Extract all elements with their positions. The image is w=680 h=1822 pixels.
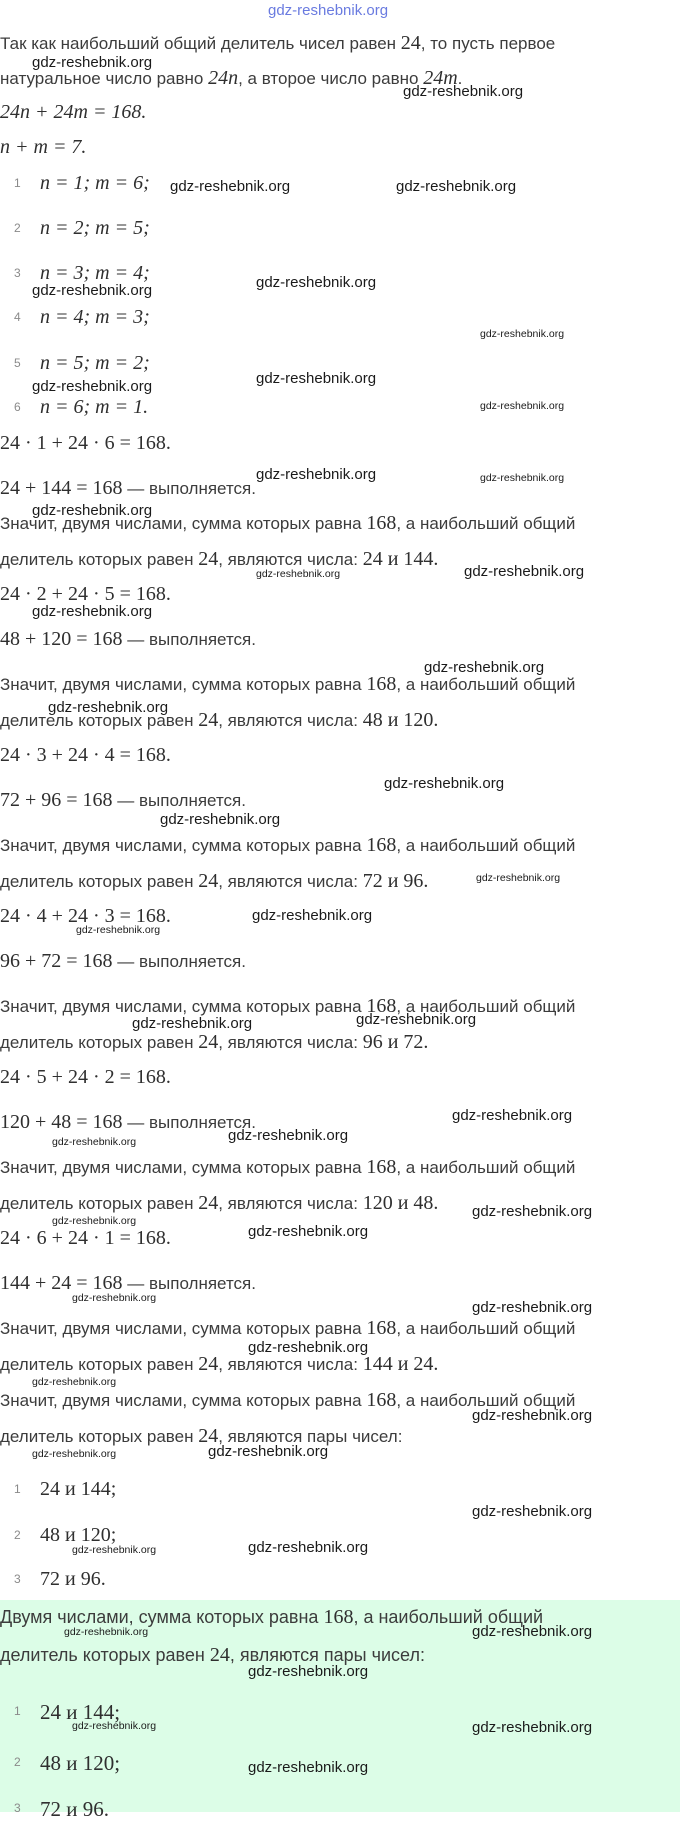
- check-conclusion-1: Значит, двумя числами, сумма которых равна 168, а наибольший общий: [0, 834, 576, 856]
- check-sum: 144 + 24 = 168 — выполняется.: [0, 1272, 256, 1294]
- watermark: gdz-reshebnik.org: [256, 568, 341, 580]
- check-sum: 48 + 120 = 168 — выполняется.: [0, 628, 256, 650]
- watermark: gdz-reshebnik.org: [480, 328, 565, 340]
- watermark: gdz-reshebnik.org: [64, 1626, 149, 1638]
- watermark: gdz-reshebnik.org: [160, 811, 281, 828]
- watermark: gdz-reshebnik.org: [248, 1663, 369, 1680]
- check-conclusion-1: Значит, двумя числами, сумма которых равна 168, а наибольший общий: [0, 1156, 576, 1178]
- watermark: gdz-reshebnik.org: [248, 1339, 369, 1356]
- watermark: gdz-reshebnik.org: [228, 1127, 349, 1144]
- watermark: gdz-reshebnik.org: [32, 378, 153, 395]
- watermark: gdz-reshebnik.org: [424, 659, 545, 676]
- watermark: gdz-reshebnik.org: [256, 274, 377, 291]
- check-conclusion-2: делитель которых равен 24, являются числа: 72 и 96.: [0, 870, 429, 892]
- check-conclusion-2: делитель которых равен 24, являются числа: 24 и 144.: [0, 548, 439, 570]
- check-conclusion-1: Значит, двумя числами, сумма которых равна 168, а наибольший общий: [0, 512, 576, 534]
- check-conclusion-1: Значит, двумя числами, сумма которых равна 168, а наибольший общий: [0, 995, 576, 1017]
- answer-line-1: Двумя числами, сумма которых равна 168, а наибольший общий: [0, 1606, 544, 1628]
- check-conclusion-2: делитель которых равен 24, являются числа: 120 и 48.: [0, 1192, 439, 1214]
- watermark: gdz-reshebnik.org: [464, 563, 585, 580]
- site-watermark-header: gdz-reshebnik.org: [268, 2, 389, 19]
- watermark: gdz-reshebnik.org: [472, 1503, 593, 1520]
- watermark: gdz-reshebnik.org: [72, 1720, 157, 1732]
- check-conclusion-1: Значит, двумя числами, сумма которых равна 168, а наибольший общий: [0, 1317, 576, 1339]
- watermark: gdz-reshebnik.org: [472, 1623, 593, 1640]
- equation-sum: 24n + 24m = 168.: [0, 101, 147, 123]
- check-sum: 96 + 72 = 168 — выполняется.: [0, 950, 246, 972]
- watermark: gdz-reshebnik.org: [256, 466, 377, 483]
- watermark: gdz-reshebnik.org: [256, 370, 377, 387]
- watermark: gdz-reshebnik.org: [32, 1376, 117, 1388]
- answer-line-2: делитель которых равен 24, являются пары чисел:: [0, 1644, 425, 1666]
- intro-line-1: Так как наибольший общий делитель чисел равен 24, то пусть первое: [0, 32, 556, 54]
- watermark: gdz-reshebnik.org: [248, 1539, 369, 1556]
- watermark: gdz-reshebnik.org: [32, 282, 153, 299]
- watermark: gdz-reshebnik.org: [132, 1015, 253, 1032]
- watermark: gdz-reshebnik.org: [32, 603, 153, 620]
- check-product: 24 · 2 + 24 · 5 = 168.: [0, 583, 171, 605]
- check-conclusion-1: Значит, двумя числами, сумма которых равна 168, а наибольший общий: [0, 673, 576, 695]
- watermark: gdz-reshebnik.org: [248, 1759, 369, 1776]
- watermark: gdz-reshebnik.org: [384, 775, 505, 792]
- watermark: gdz-reshebnik.org: [476, 872, 561, 884]
- watermark: gdz-reshebnik.org: [52, 1136, 137, 1148]
- watermark: gdz-reshebnik.org: [48, 699, 169, 716]
- check-product: 24 · 1 + 24 · 6 = 168.: [0, 432, 171, 454]
- check-sum: 120 + 48 = 168 — выполняется.: [0, 1111, 256, 1133]
- watermark: gdz-reshebnik.org: [356, 1011, 477, 1028]
- watermark: gdz-reshebnik.org: [472, 1203, 593, 1220]
- watermark: gdz-reshebnik.org: [72, 1544, 157, 1556]
- watermark: gdz-reshebnik.org: [403, 83, 524, 100]
- check-product: 24 · 4 + 24 · 3 = 168.: [0, 905, 171, 927]
- conclusion-line-2: делитель которых равен 24, являются пары чисел:: [0, 1425, 403, 1447]
- watermark: gdz-reshebnik.org: [472, 1719, 593, 1736]
- equation-simplified: n + m = 7.: [0, 136, 87, 158]
- check-product: 24 · 3 + 24 · 4 = 168.: [0, 744, 171, 766]
- check-conclusion-2: делитель которых равен 24, являются числа: 144 и 24.: [0, 1353, 439, 1375]
- watermark: gdz-reshebnik.org: [248, 1223, 369, 1240]
- check-product: 24 · 5 + 24 · 2 = 168.: [0, 1066, 171, 1088]
- intro-line-2: натуральное число равно 24n, а второе число равно 24m.: [0, 67, 463, 89]
- watermark: gdz-reshebnik.org: [32, 54, 153, 71]
- watermark: gdz-reshebnik.org: [252, 907, 373, 924]
- solution-page: gdz-reshebnik.org Так как наибольший общий делитель чисел равен 24, то пусть первое натуральное число равно 24n, а второе число равно 24m. 24n + 24m = 168. n + m = 7. 1 n = 1; m = 6; 2 n = 2; m = 5; 3 n = 3; m = 4; 4 n = 4; m = 3; 5 n = 5; m = 2; 6 n = 6; m = 1. 24 · 1 + 24 · 6 = 168. 24 + 144 = 168 — выполняется. Значит, двумя числами, сумма которых равна 168, а наибольший общий делитель которых равен 24, являются числа: 24 и 144. 24 · 2 + 24 · 5 = 168. 48 + 120 = 168 — выполняется. Значит, двумя числами, сумма которых равна 168, а наибольший общий делитель которых равен 24, являются числа: 48 и 120. 24 · 3 + 24 · 4 = 168. 72 + 96 = 168 — выполняется. Значит, двумя числами, сумма которых равна 168, а наибольший общий делитель которых равен 24, являются числа: 72 и 96. 24 · 4 + 24 · 3 = 168. 96 + 72 = 168 — выполняется. Значит, двумя числами, сумма которых равна 168, а наибольший общий делитель которых равен 24, являются числа: 96 и 72. 24 · 5 + 24 · 2 = 168. 120 + 48 = 168 — выполняется. Значит, двумя числами, сумма которых равна 168, а наибольший общий делитель которых равен 24, являются числа: 120 и 48. 24 · 6 + 24 · 1 = 168. 144 + 24 = 168 — выполняется. Значит, двумя числами, сумма которых равна 168, а наибольший общий делитель которых равен 24, являются числа: 144 и 24. Значит, двумя числами, сумма которых равна 168, а наибольший общий делитель которых равен 24, являются пары чисел: 1 24 и 144; 2 48 и 120; 3 72 и 96. Двумя числами, сумма которых равна 168, а наибольший общий делитель которых равен 24, являются пары чисел: 1 24 и 144; 2 48 и 120; 3 72 и 96. gdz-reshebnik.org gdz-reshebnik.org gdz-reshebnik.org gdz-reshebnik.org gdz-reshebnik.org gdz-reshebnik.org gdz-reshebnik.org gdz-reshebnik.org gdz-reshebnik.org gdz-reshebnik.org gdz-reshebnik.org gdz-reshebnik.org gdz-reshebnik.org gdz-reshebnik.org gdz-reshebnik.org gdz-reshebnik.org gdz-reshebnik.org gdz-reshebnik.org gdz-reshebnik.org gdz-reshebnik.org gdz-reshebnik.org gdz-reshebnik.org gdz-reshebnik.org gdz-reshebnik.org gdz-reshebnik.org gdz-reshebnik.org gdz-reshebnik.org gdz-reshebnik.org gdz-reshebnik.org gdz-reshebnik.org gdz-reshebnik.org gdz-reshebnik.org gdz-reshebnik.org gdz-reshebnik.org gdz-reshebnik.org gdz-reshebnik.org gdz-reshebnik.org gdz-reshebnik.org gdz-reshebnik.org gdz-reshebnik.org gdz-reshebnik.org gdz-reshebnik.org gdz-reshebnik.org gdz-reshebnik.org gdz-reshebnik.org gdz-reshebnik.org gdz-reshebnik.org: [0, 0, 680, 1812]
- watermark: gdz-reshebnik.org: [72, 1292, 157, 1304]
- watermark: gdz-reshebnik.org: [170, 178, 291, 195]
- check-sum: 72 + 96 = 168 — выполняется.: [0, 789, 246, 811]
- watermark: gdz-reshebnik.org: [76, 924, 161, 936]
- watermark: gdz-reshebnik.org: [396, 178, 517, 195]
- watermark: gdz-reshebnik.org: [208, 1443, 329, 1460]
- check-sum: 24 + 144 = 168 — выполняется.: [0, 477, 256, 499]
- watermark: gdz-reshebnik.org: [472, 1407, 593, 1424]
- watermark: gdz-reshebnik.org: [32, 1448, 117, 1460]
- conclusion-line-1: Значит, двумя числами, сумма которых равна 168, а наибольший общий: [0, 1389, 576, 1411]
- watermark: gdz-reshebnik.org: [472, 1299, 593, 1316]
- watermark: gdz-reshebnik.org: [452, 1107, 573, 1124]
- check-product: 24 · 6 + 24 · 1 = 168.: [0, 1227, 171, 1249]
- watermark: gdz-reshebnik.org: [52, 1215, 137, 1227]
- check-conclusion-2: делитель которых равен 24, являются числа: 96 и 72.: [0, 1031, 429, 1053]
- watermark: gdz-reshebnik.org: [480, 472, 565, 484]
- watermark: gdz-reshebnik.org: [480, 400, 565, 412]
- check-conclusion-2: делитель которых равен 24, являются числа: 48 и 120.: [0, 709, 439, 731]
- watermark: gdz-reshebnik.org: [32, 502, 153, 519]
